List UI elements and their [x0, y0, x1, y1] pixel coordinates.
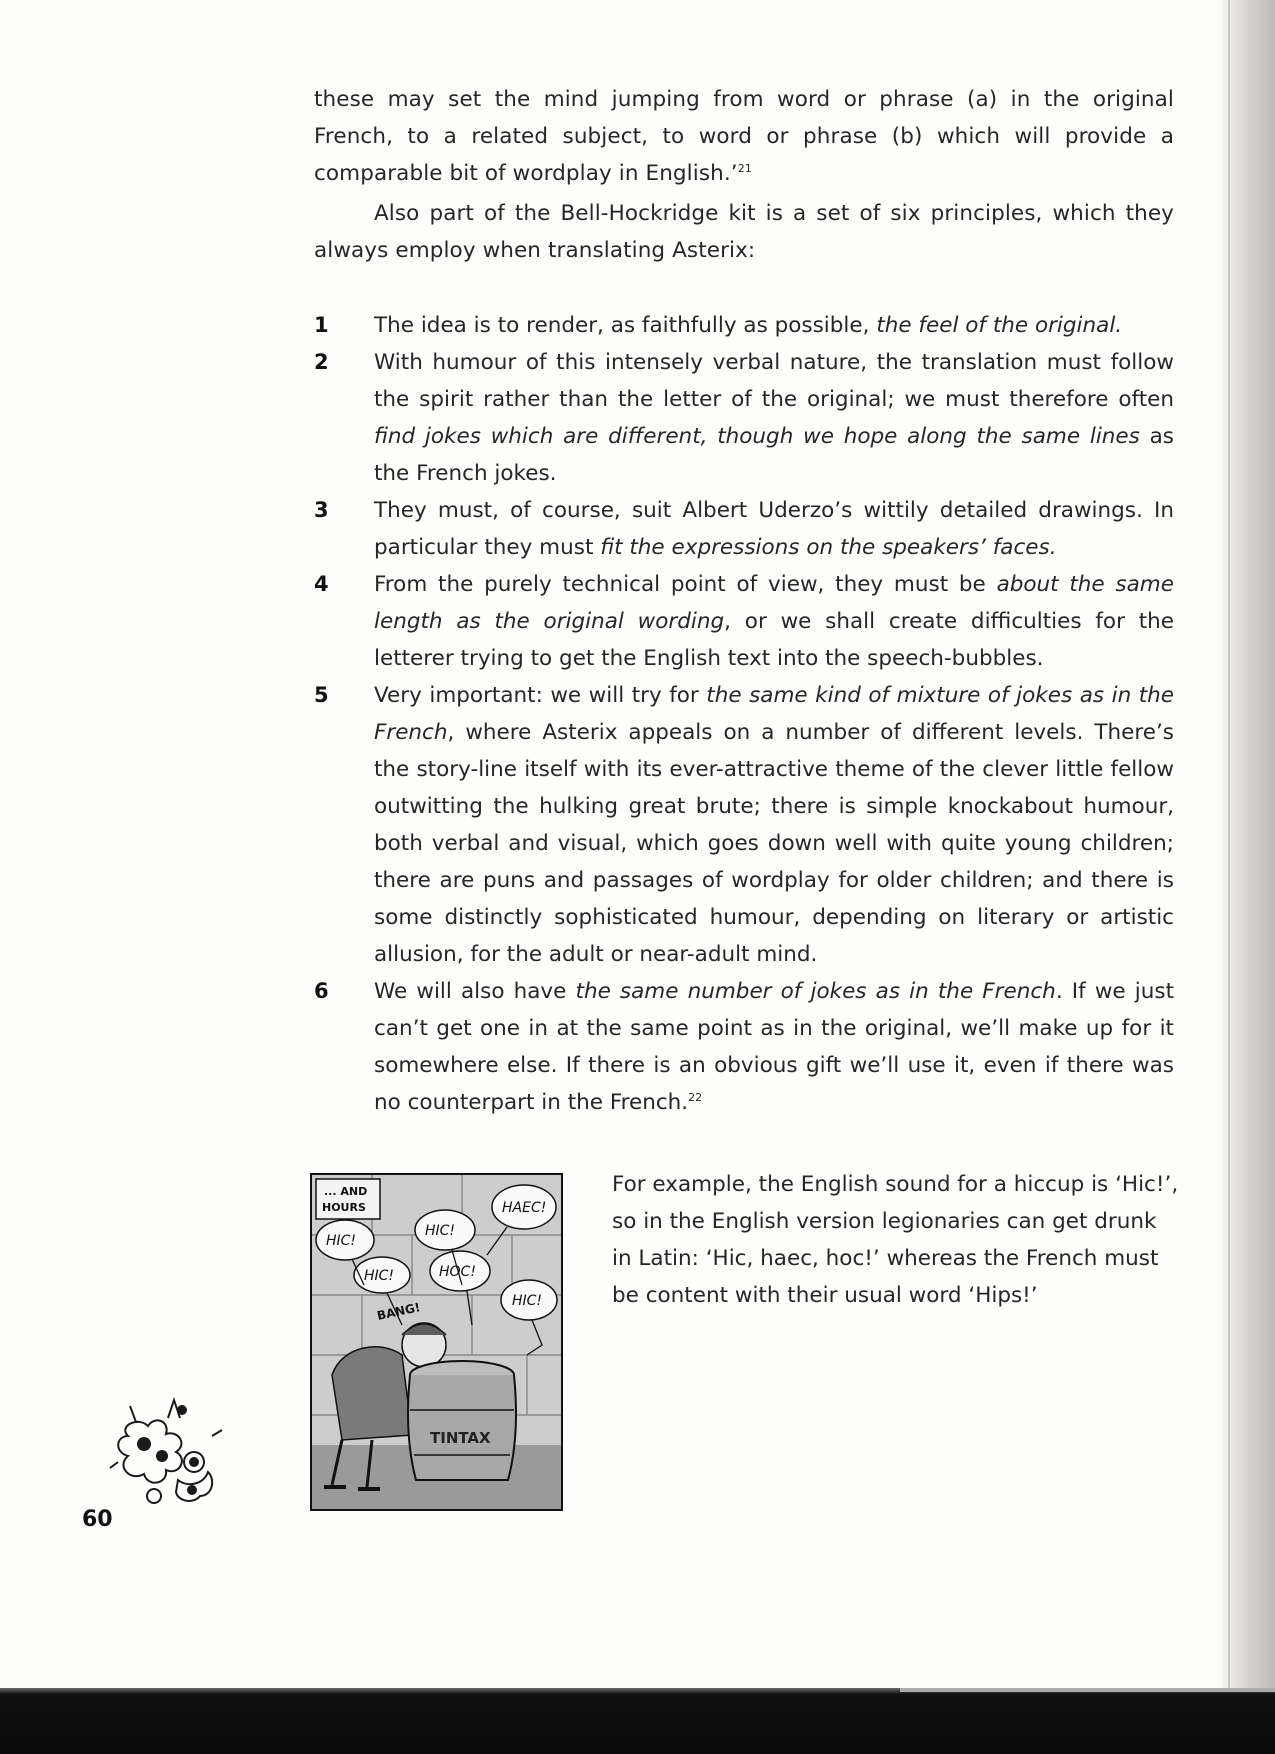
principle-item-6 [314, 973, 1174, 1121]
principle-text: The idea is to render, as faithfully as possible, [374, 313, 877, 338]
comic-caption-line-2: HOURS [322, 1201, 366, 1214]
comic-panel-illustration [310, 1173, 563, 1511]
principle-emphasis: find jokes which are different, though we hope along the same lines [374, 424, 1140, 449]
comic-barrel-label: TINTAX [430, 1429, 491, 1447]
principle-emphasis: the same kind of mixture of jokes as in the French [374, 683, 1174, 745]
example-line: For example, the English sound for a hiccup is ‘Hic!’, [612, 1172, 1179, 1197]
principle-text: With humour of this intensely verbal nature, the translation must follow the spirit rather than the letter of the original; we must therefore often [374, 350, 1174, 412]
example-line: be content with their usual word ‘Hips!’ [612, 1283, 1038, 1308]
book-spine-fold [1228, 0, 1230, 1690]
principle-emphasis: the feel of the original. [876, 313, 1123, 338]
intro-paragraph-2-text: Also part of the Bell-Hockridge kit is a set of six principles, which they always employ when translating Asterix: [314, 201, 1174, 263]
example-line: in Latin: ‘Hic, haec, hoc!’ whereas the French must [612, 1246, 1159, 1271]
principle-emphasis: about the same length as the original wording [374, 572, 1174, 634]
principle-item-1 [314, 307, 1174, 344]
principle-text: , or we shall create difficulties for the letterer trying to get the English text into the speech-bubbles. [374, 609, 1174, 671]
comic-bubble-text: HIC! [425, 1223, 456, 1239]
principle-text: From the purely technical point of view, they must be [374, 572, 997, 597]
principle-emphasis: fit the expressions on the speakers’ faces. [600, 535, 1057, 560]
intro-paragraph-2 [314, 195, 1174, 269]
intro-paragraph-1 [314, 81, 1174, 192]
footnote-ref-21: 21 [737, 162, 752, 175]
comic-bubble-text: HIC! [512, 1293, 543, 1309]
principle-emphasis: the same number of jokes as in the French [575, 979, 1056, 1004]
comic-bubble-text: HOC! [439, 1264, 476, 1280]
principle-text: as the French jokes. [374, 424, 1174, 486]
principle-number: 6 [314, 979, 329, 1003]
intro-paragraph-1-text: these may set the mind jumping from word or phrase (a) in the original French, to a related subject, to word or phrase (b) which will provide a comparable bit of wordplay in English.’ [314, 87, 1174, 186]
comic-bubble-text: HAEC! [502, 1200, 547, 1216]
principle-item-3 [314, 492, 1174, 566]
principle-text: . If we just can’t get one in at the same point as in the original, we’ll make up for it somewhere else. If there is an obvious gift we’ll use it, even if there was no counterpart in the French. [374, 979, 1174, 1115]
principle-number: 2 [314, 350, 329, 374]
example-line: so in the English version legionaries can get drunk [612, 1209, 1157, 1234]
example-paragraph [612, 1166, 1179, 1314]
scan-edge-highlight [900, 1688, 1275, 1692]
principle-number: 5 [314, 683, 329, 707]
principle-number: 4 [314, 572, 329, 596]
cartoon-doodle-icon [108, 1396, 230, 1514]
comic-panel-drawing [312, 1175, 561, 1509]
principle-text: , where Asterix appeals on a number of different levels. There’s the story-line itself with its ever-attractive theme of the clever little fellow outwitting the hulking great brute; there is simple knockabout humour, both verbal and visual, which goes down well with quite young children; there are puns and passages of wordplay for older children; and there is some distinctly sophisticated humour, depending on literary or artistic allusion, for the adult or near-adult mind. [374, 720, 1174, 967]
comic-sound-effect: BANG! [375, 1300, 422, 1323]
principles-list [314, 307, 1174, 1121]
comic-caption-line-1: ... AND [324, 1185, 368, 1198]
principle-text: They must, of course, suit Albert Uderzo’s wittily detailed drawings. In particular they must [374, 498, 1174, 560]
principle-item-4 [314, 566, 1174, 677]
principle-text: Very important: we will try for [374, 683, 707, 708]
principle-number: 1 [314, 313, 329, 337]
comic-bubble-text: HIC! [326, 1233, 357, 1249]
principle-text: We will also have [374, 979, 576, 1004]
footnote-ref-22: 22 [688, 1091, 703, 1104]
scan-bottom-edge [0, 1688, 1275, 1754]
principle-item-2 [314, 344, 1174, 492]
comic-bubble-text: HIC! [364, 1268, 395, 1284]
principle-item-5 [314, 677, 1174, 973]
principle-number: 3 [314, 498, 329, 522]
page-number: 60 [82, 1507, 113, 1532]
